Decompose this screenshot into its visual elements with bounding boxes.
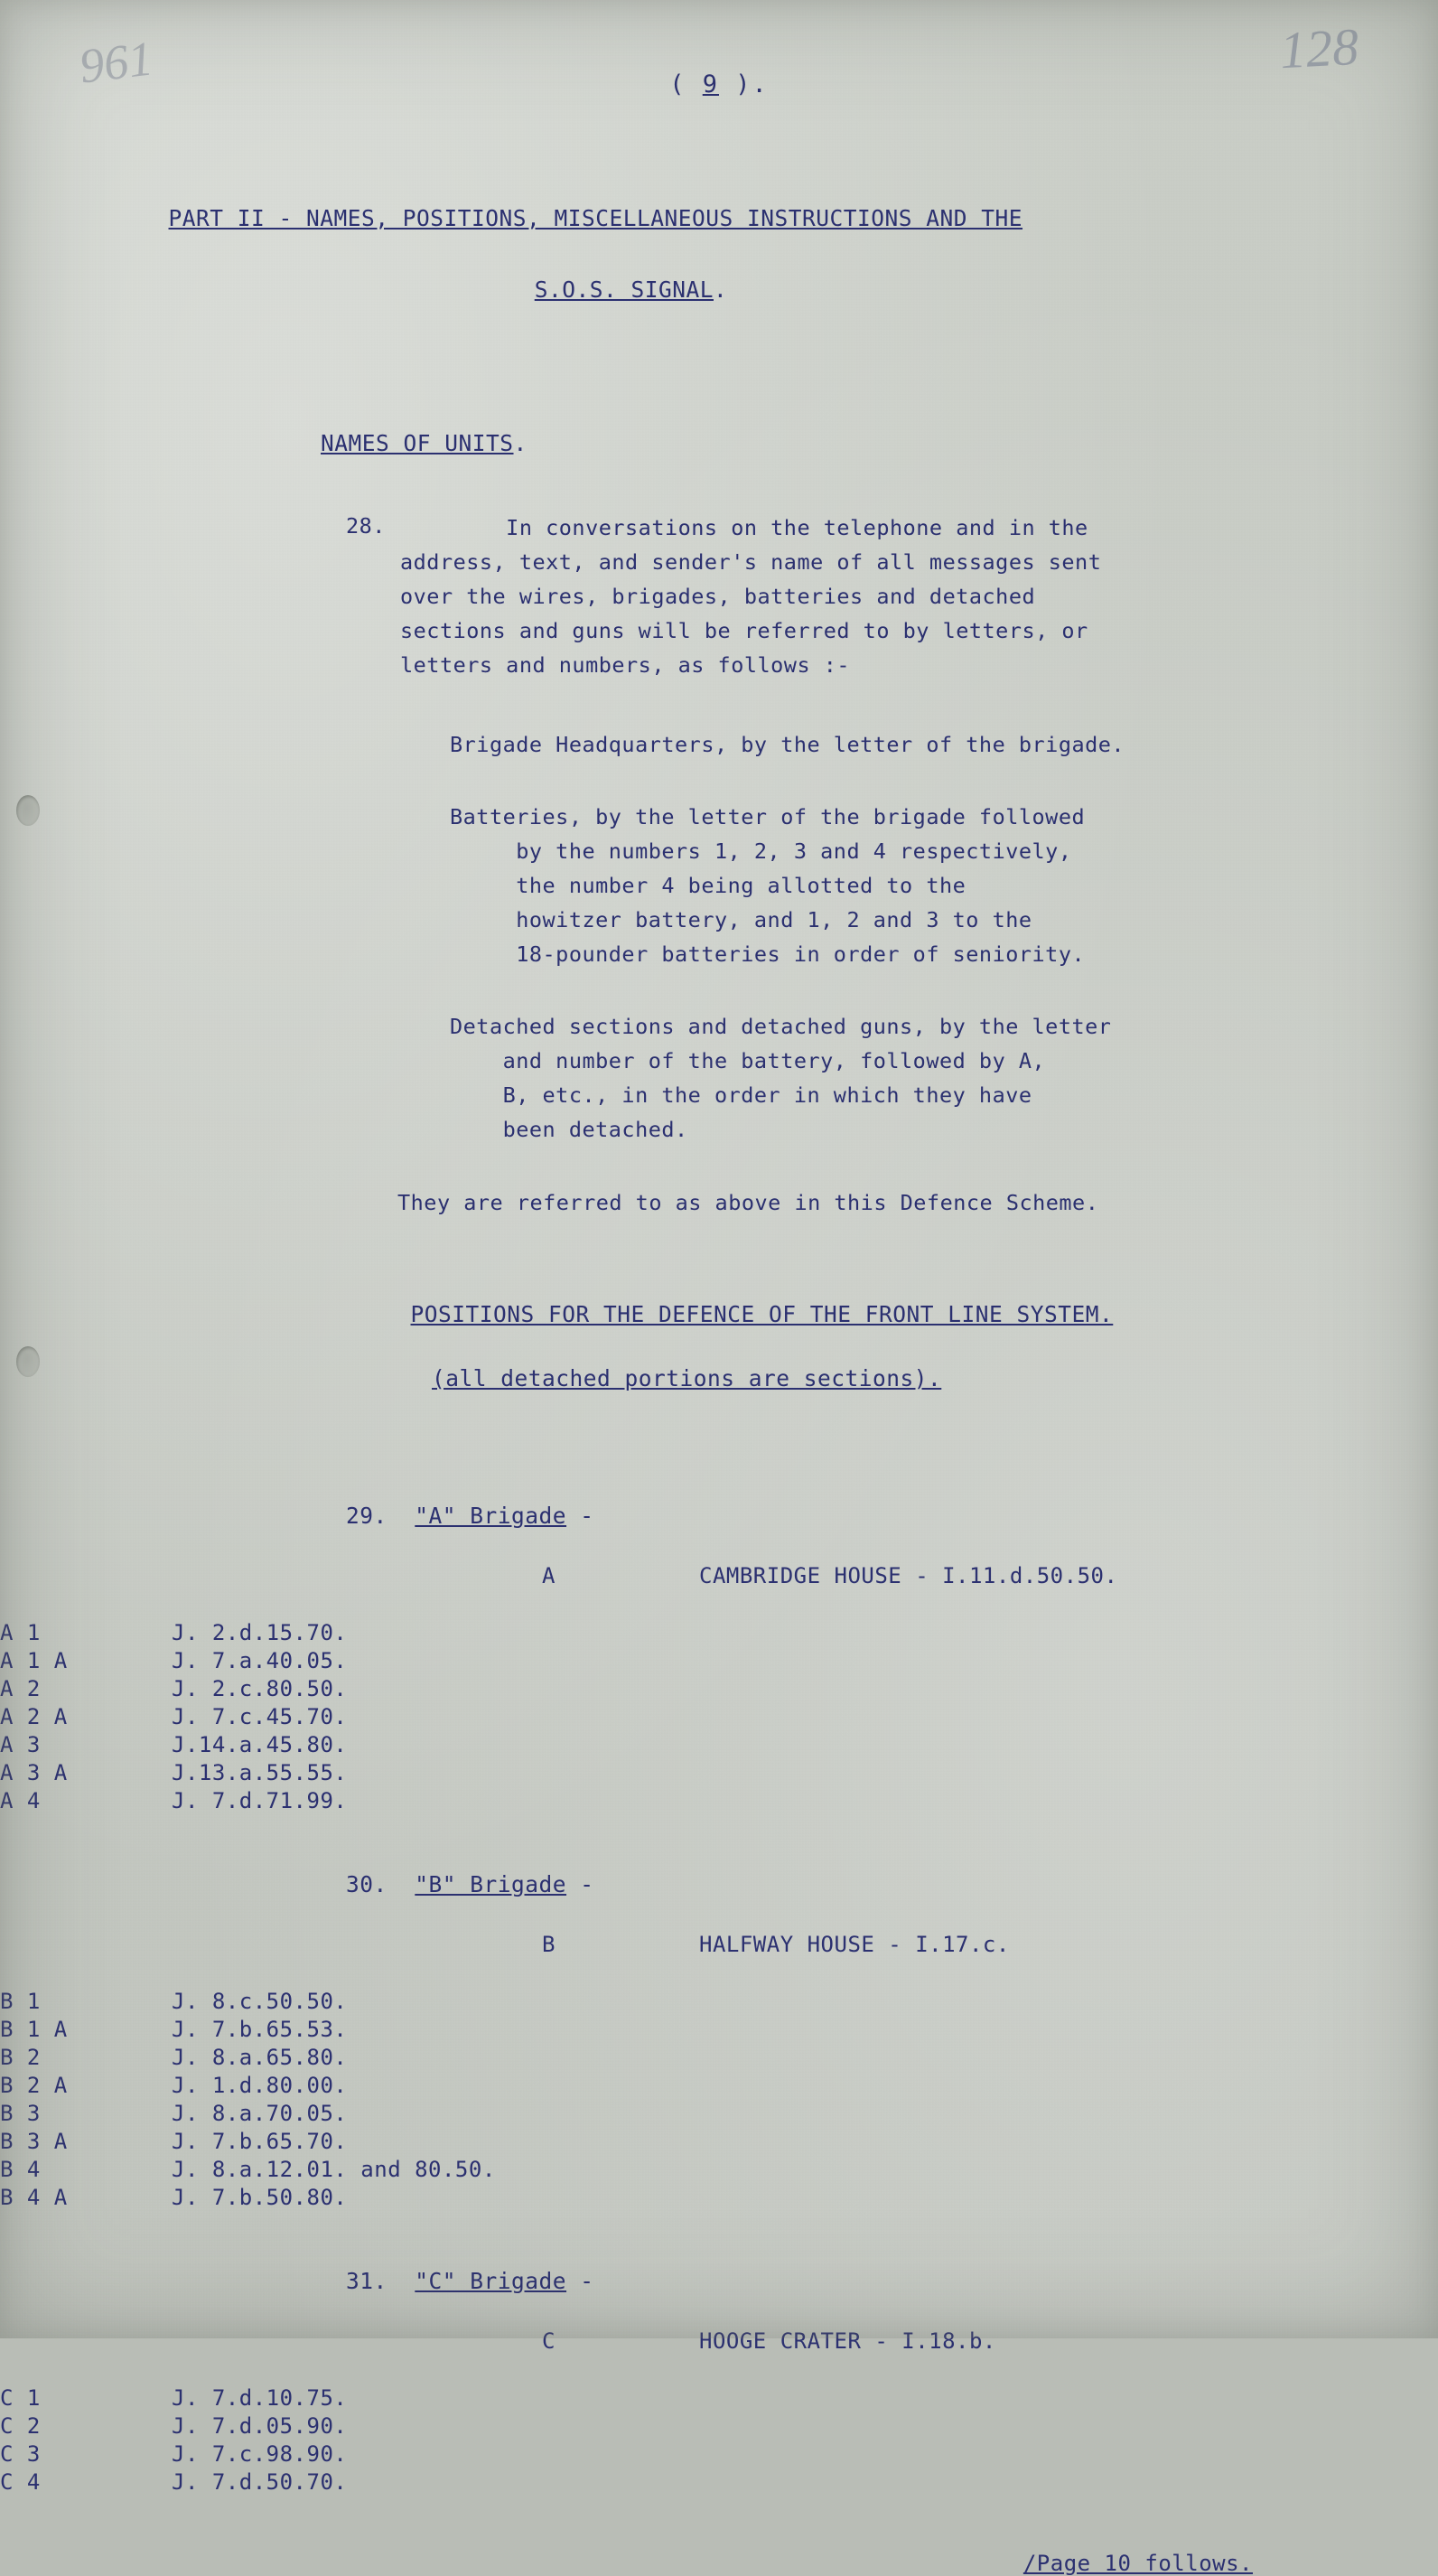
brigade-c-positions-table bbox=[0, 2384, 347, 2496]
brigade-b-hq-location: HALFWAY HOUSE - I.17.c. bbox=[699, 1931, 1010, 1957]
position-cell: J. 7.d.05.90. bbox=[172, 2413, 348, 2440]
table-row bbox=[0, 1988, 496, 2016]
table-row bbox=[0, 2128, 496, 2156]
brigade-heading-b: 30. "B" Brigade - bbox=[346, 1870, 594, 1897]
brigade-a-positions-table bbox=[0, 1619, 347, 1815]
paragraph-28-body bbox=[0, 511, 1438, 682]
position-cell: J. 7.c.98.90. bbox=[172, 2441, 348, 2468]
rule-detached-l4: been detached. bbox=[450, 1117, 688, 1143]
brigade-c-hq-location: HOOGE CRATER - I.18.b. bbox=[699, 2328, 996, 2354]
position-cell: J.13.a.55.55. bbox=[172, 1760, 348, 1786]
rule-brigade-hq-line1: Brigade Headquarters, by the letter of the brigade. bbox=[450, 731, 1125, 757]
unit-cell: B 4 A bbox=[0, 2185, 68, 2211]
position-cell: J. 7.d.71.99. bbox=[172, 1788, 348, 1814]
brigade-heading-a: 29. "A" Brigade - bbox=[346, 1502, 594, 1529]
table-row bbox=[0, 2016, 496, 2044]
positions-heading-sub: (all detached portions are sections). bbox=[432, 1365, 942, 1392]
brigade-heading-c: 31. "C" Brigade - bbox=[346, 2267, 594, 2294]
brigade-a-label: "A" Brigade bbox=[415, 1502, 567, 1529]
position-cell: J. 2.d.15.70. bbox=[172, 1620, 348, 1646]
rule-batteries-l4: howitzer battery, and 1, 2 and 3 to the bbox=[450, 907, 1032, 933]
brigade-c-label: "C" Brigade bbox=[415, 2267, 567, 2294]
unit-cell: A 1 bbox=[0, 1620, 41, 1646]
unit-cell: A 3 bbox=[0, 1732, 41, 1758]
position-cell: J.14.a.45.80. bbox=[172, 1732, 348, 1758]
position-cell: J. 2.c.80.50. bbox=[172, 1676, 348, 1702]
unit-cell: C 3 bbox=[0, 2441, 41, 2468]
unit-cell: B 3 bbox=[0, 2101, 41, 2127]
position-cell: J. 7.d.10.75. bbox=[172, 2385, 348, 2412]
unit-cell: C 1 bbox=[0, 2385, 41, 2412]
footer-text: /Page 10 follows. bbox=[1022, 2550, 1253, 2576]
p28-l4: sections and guns will be referred to by letters, or bbox=[400, 617, 1088, 643]
rule-detached-l1: Detached sections and detached guns, by the letter bbox=[450, 1014, 1112, 1040]
table-row bbox=[0, 2384, 347, 2412]
closing-line: They are referred to as above in this Defence Scheme. bbox=[397, 1189, 1099, 1215]
paragraph-28-number: 28. bbox=[346, 512, 386, 539]
unit-cell: C 4 bbox=[0, 2469, 41, 2496]
table-row bbox=[0, 1787, 347, 1815]
positions-heading-main: POSITIONS FOR THE DEFENCE OF THE FRONT LINE SYSTEM. bbox=[410, 1301, 1114, 1328]
table-row bbox=[0, 1619, 347, 1647]
table-row bbox=[0, 1647, 347, 1675]
brigade-c-hq-table bbox=[0, 2325, 998, 2357]
table-row bbox=[0, 2156, 496, 2184]
table-row bbox=[0, 2044, 496, 2072]
position-cell: J. 8.a.12.01. and 80.50. bbox=[172, 2157, 496, 2183]
rule-batteries-l5: 18-pounder batteries in order of seniority. bbox=[450, 941, 1086, 968]
table-row bbox=[0, 1731, 347, 1759]
brigade-c-number: 31. bbox=[346, 2267, 388, 2294]
unit-cell: A 2 bbox=[0, 1676, 41, 1702]
rule-batteries-l1: Batteries, by the letter of the brigade followed bbox=[450, 803, 1086, 829]
position-cell: J. 7.c.45.70. bbox=[172, 1704, 348, 1730]
unit-cell: B 4 bbox=[0, 2157, 41, 2183]
unit-cell: B 3 A bbox=[0, 2129, 68, 2155]
page-footer bbox=[0, 2551, 1438, 2576]
table-row bbox=[0, 1759, 347, 1787]
unit-cell: A 2 A bbox=[0, 1704, 68, 1730]
table-row bbox=[0, 1675, 347, 1703]
unit-cell: B 1 bbox=[0, 1989, 41, 2015]
table-row bbox=[2, 2327, 996, 2356]
brigade-a-hq-unit: A bbox=[542, 1562, 556, 1588]
part-heading bbox=[0, 169, 1438, 374]
rule-brigade-hq bbox=[0, 727, 1438, 762]
unit-cell: A 3 A bbox=[0, 1760, 68, 1786]
names-of-units-heading: NAMES OF UNITS. bbox=[321, 429, 528, 456]
rule-batteries bbox=[0, 800, 1438, 971]
rule-detached-l3: B, etc., in the order in which they have bbox=[450, 1082, 1032, 1109]
table-row bbox=[0, 2440, 347, 2468]
table-row bbox=[0, 2412, 347, 2440]
rule-detached-l2: and number of the battery, followed by A, bbox=[450, 1048, 1046, 1074]
brigade-b-label: "B" Brigade bbox=[415, 1870, 567, 1897]
rule-batteries-l2: by the numbers 1, 2, 3 and 4 respectively, bbox=[450, 838, 1072, 864]
brigade-c-hq-unit: C bbox=[542, 2328, 556, 2354]
p28-l3: over the wires, brigades, batteries and detached bbox=[400, 583, 1036, 609]
table-row bbox=[0, 1703, 347, 1731]
brigade-a-hq-table bbox=[0, 1560, 1119, 1592]
brigade-a-number: 29. bbox=[346, 1502, 388, 1529]
archive-stamp-left: 961 bbox=[76, 31, 156, 94]
paragraph-28-wrapper bbox=[0, 509, 1438, 682]
table-row bbox=[2, 1930, 1010, 1959]
position-cell: J. 1.d.80.00. bbox=[172, 2073, 348, 2099]
p28-l2: address, text, and sender's name of all messages sent bbox=[400, 548, 1102, 575]
position-cell: J. 7.a.40.05. bbox=[172, 1648, 348, 1674]
positions-heading bbox=[0, 1267, 1438, 1459]
position-cell: J. 7.b.65.70. bbox=[172, 2129, 348, 2155]
table-row bbox=[0, 2100, 496, 2128]
unit-cell: B 2 A bbox=[0, 2073, 68, 2099]
part-heading-line2: S.O.S. SIGNAL. bbox=[534, 276, 728, 304]
brigade-b-hq-unit: B bbox=[542, 1931, 556, 1957]
unit-cell: B 1 A bbox=[0, 2017, 68, 2043]
p28-l1: In conversations on the telephone and in the bbox=[400, 514, 1088, 540]
position-cell: J. 8.c.50.50. bbox=[172, 1989, 348, 2015]
position-cell: J. 7.b.65.53. bbox=[172, 2017, 348, 2043]
position-cell: J. 8.a.65.80. bbox=[172, 2045, 348, 2071]
p28-l5: letters and numbers, as follows :- bbox=[400, 651, 851, 678]
unit-cell: A 4 bbox=[0, 1788, 41, 1814]
unit-cell: C 2 bbox=[0, 2413, 41, 2440]
unit-cell: B 2 bbox=[0, 2045, 41, 2071]
position-cell: J. 7.d.50.70. bbox=[172, 2469, 348, 2496]
brigade-b-hq-table bbox=[0, 1928, 1012, 1961]
brigade-b-number: 30. bbox=[346, 1870, 388, 1897]
table-row bbox=[0, 2184, 496, 2212]
table-row bbox=[2, 1561, 1117, 1590]
unit-cell: A 1 A bbox=[0, 1648, 68, 1674]
table-row bbox=[0, 2468, 347, 2496]
brigade-a-hq-location: CAMBRIDGE HOUSE - I.11.d.50.50. bbox=[699, 1562, 1118, 1588]
brigade-b-positions-table bbox=[0, 1988, 496, 2212]
page-number-value: 9 bbox=[702, 70, 719, 98]
archive-stamp-right: 128 bbox=[1278, 16, 1360, 80]
rule-batteries-l3: the number 4 being allotted to the bbox=[450, 873, 966, 899]
table-row bbox=[0, 2072, 496, 2100]
page-number: ( 9 ). bbox=[669, 70, 769, 98]
position-cell: J. 7.b.50.80. bbox=[172, 2185, 348, 2211]
part-heading-line1: PART II - NAMES, POSITIONS, MISCELLANEOUS INSTRUCTIONS AND THE bbox=[168, 204, 1023, 231]
rule-detached-sections bbox=[0, 1009, 1438, 1147]
position-cell: J. 8.a.70.05. bbox=[172, 2101, 348, 2127]
